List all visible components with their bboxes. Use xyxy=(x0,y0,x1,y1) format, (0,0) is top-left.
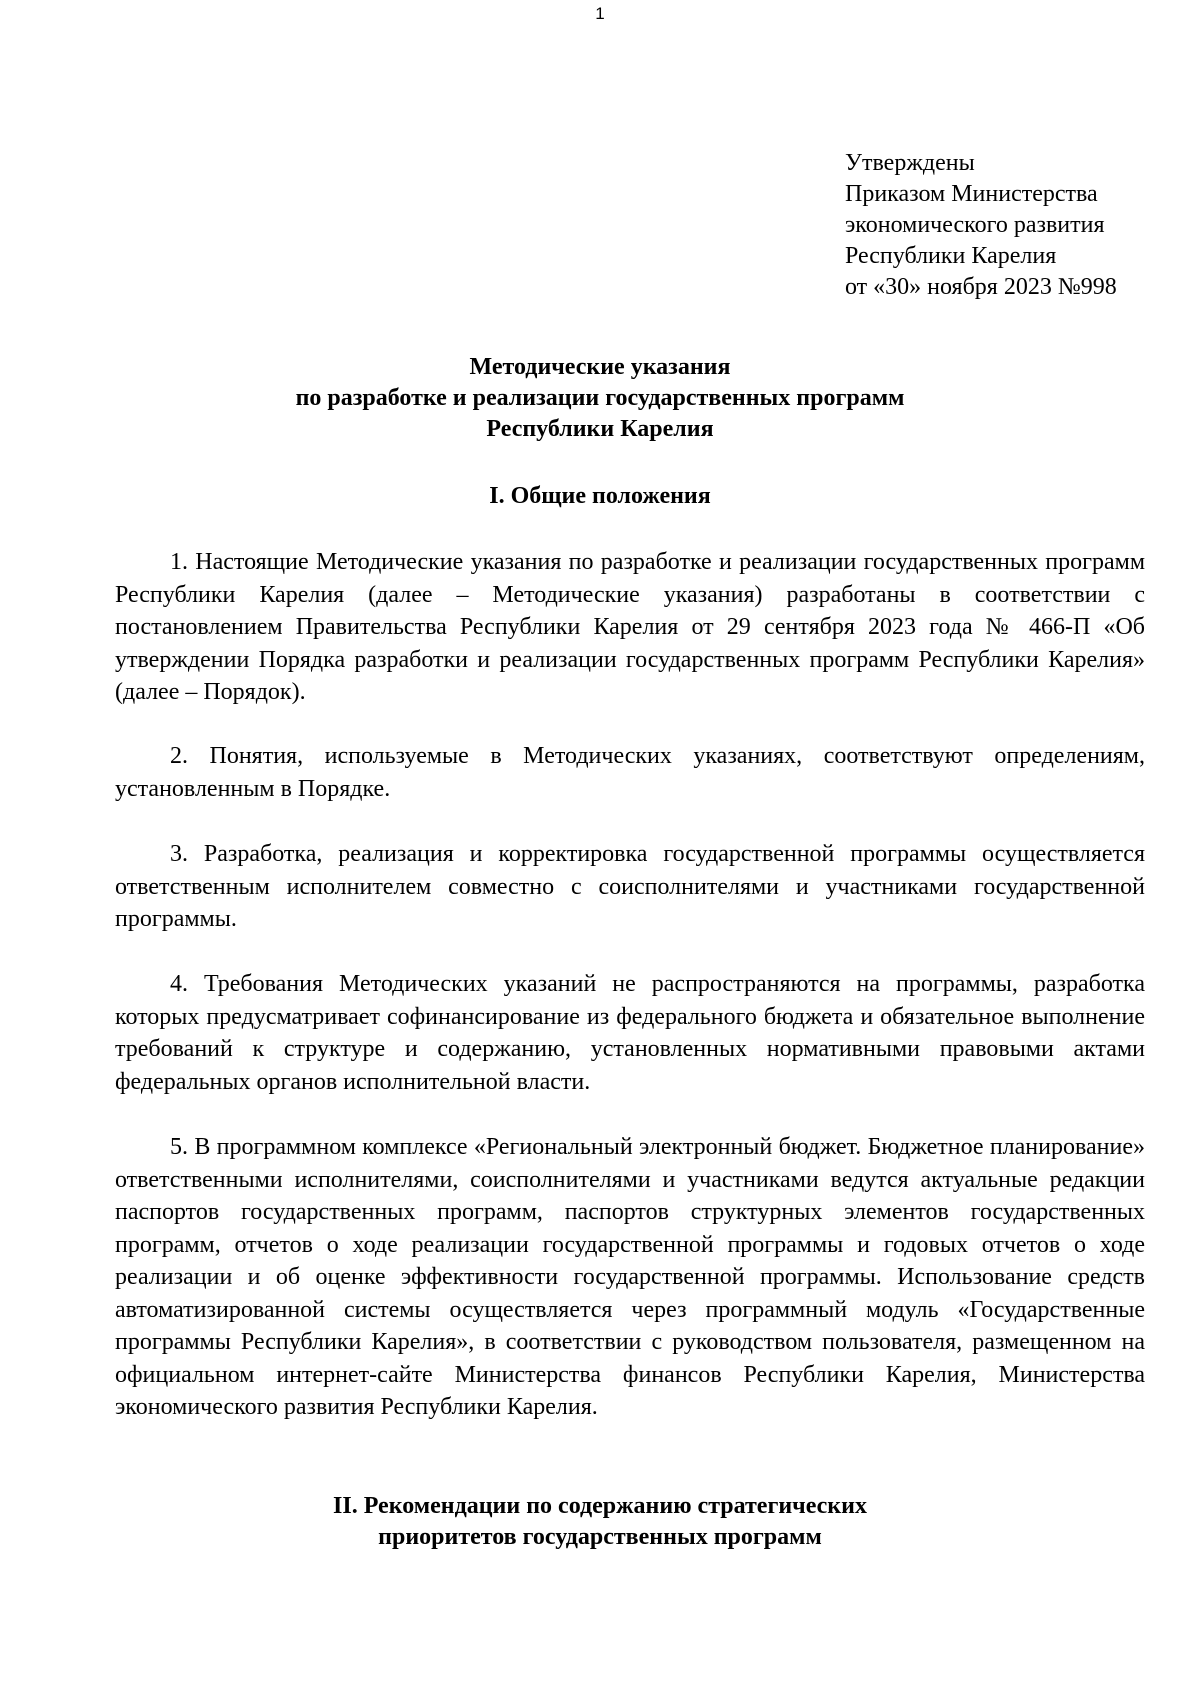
approval-line: Утверждены xyxy=(845,150,975,176)
approval-block xyxy=(845,148,1117,303)
section-2-heading-line: II. Рекомендации по содержанию стратегических xyxy=(333,1493,867,1519)
title-line: Методические указания xyxy=(469,354,731,380)
approval-date-line: от «30» ноября 2023 №998 xyxy=(845,274,1117,300)
title-line: Республики Карелия xyxy=(486,416,714,442)
paragraph-2: 2. Понятия, используемые в Методических указаниях, соответствуют определениям, установленным в Порядке. xyxy=(115,743,1145,802)
title-line: по разработке и реализации государственных программ xyxy=(295,385,905,411)
document-title xyxy=(0,352,1200,445)
approval-line: экономического развития xyxy=(845,212,1105,238)
section-1-heading: I. Общие положения xyxy=(489,483,711,509)
approval-line: Приказом Министерства xyxy=(845,181,1098,207)
page-number: 1 xyxy=(595,4,605,23)
paragraph-3: 3. Разработка, реализация и корректировка государственной программы осуществляется ответственным исполнителем совместно с соисполнителями и участниками государственной программы. xyxy=(115,841,1145,932)
approval-line: Республики Карелия xyxy=(845,243,1057,269)
section-2-heading-line: приоритетов государственных программ xyxy=(378,1524,822,1550)
paragraph-1: 1. Настоящие Методические указания по разработке и реализации государственных программ Республики Карелия (далее – Методические указания) разработаны в соответствии с постановлением Правительства Республики Карелия от 29 сентября 2023 года № 466-П «Об утверждении Порядка разработки и реализации государственных программ Республики Карелия» (далее – Порядок). xyxy=(115,549,1145,705)
paragraph-4: 4. Требования Методических указаний не распространяются на программы, разработка которых предусматривает софинансирование из федерального бюджета и обязательное выполнение требований к структуре и содержанию, установленных нормативными правовыми актами федеральных органов исполнительной власти. xyxy=(115,971,1145,1095)
paragraph-5: 5. В программном комплексе «Региональный электронный бюджет. Бюджетное планирование» ответственными исполнителями, соисполнителями и участниками ведутся актуальные редакции паспортов государственных программ, паспортов структурных элементов государственных программ, отчетов о ходе реализации государственной программы и годовых отчетов о ходе реализации и об оценке эффективности государственной программы. Использование средств автоматизированной системы осуществляется через программный модуль «Государственные программы Республики Карелия», в соответствии с руководством пользователя, размещенном на официальном интернет-сайте Министерства финансов Республики Карелия, Министерства экономического развития Республики Карелия. xyxy=(115,1134,1145,1420)
section-2-heading xyxy=(0,1491,1200,1553)
